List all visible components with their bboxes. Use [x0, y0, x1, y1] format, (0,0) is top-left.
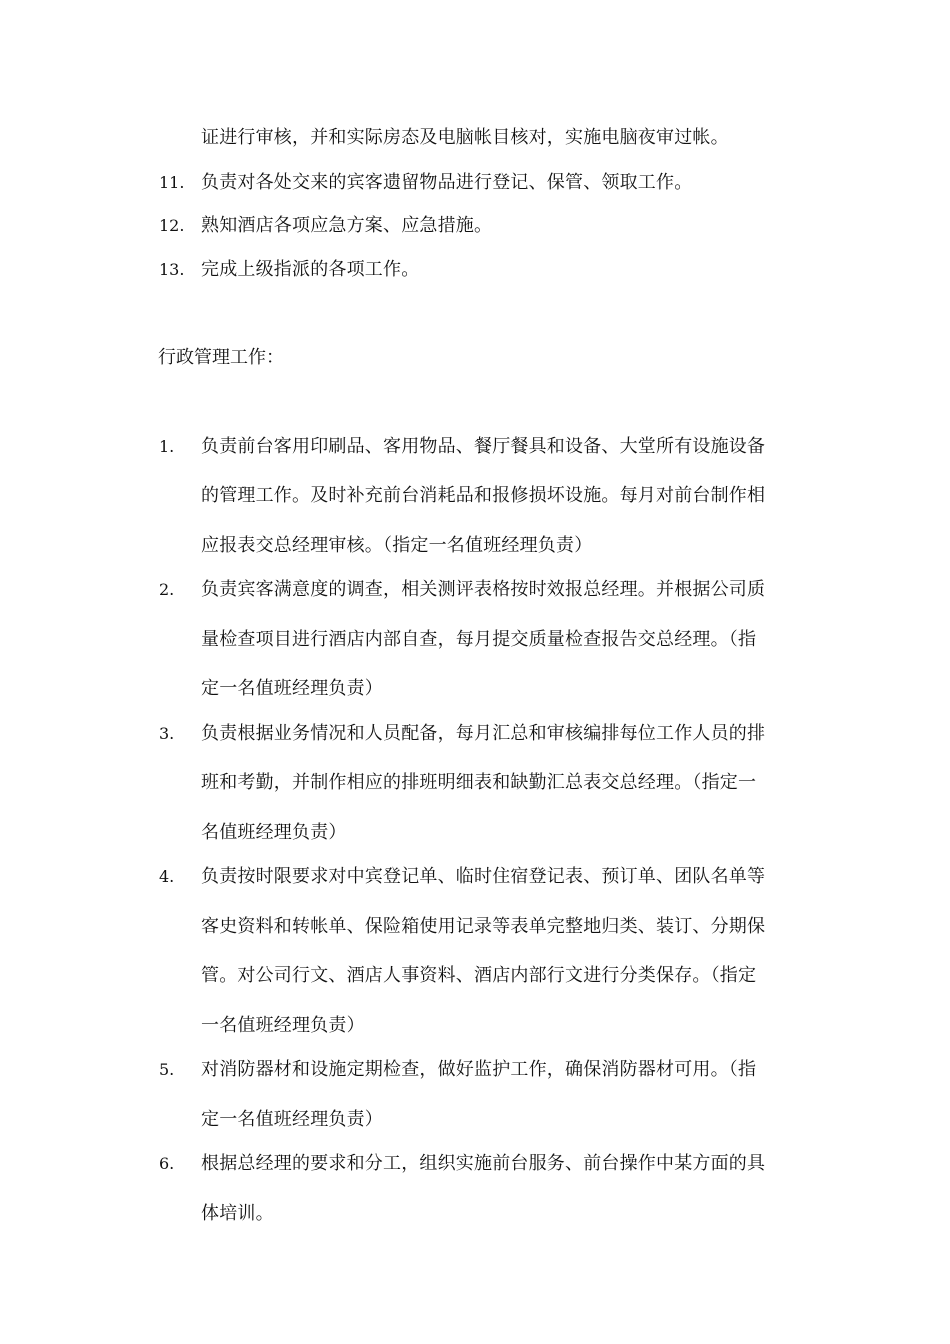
list-item-line: 体培训。 [201, 1203, 274, 1224]
list-item-line: 的管理工作。及时补充前台消耗品和报修损坏设施。每月对前台制作相 [201, 485, 766, 506]
list-item-line: 负责宾客满意度的调查，相关测评表格按时效报总经理。并根据公司质 [201, 579, 766, 600]
list-item-text: 熟知酒店各项应急方案、应急措施。 [201, 215, 493, 236]
list-item-number: 12. [159, 216, 185, 235]
list-item-number: 2. [159, 580, 175, 599]
list-item-line: 管。对公司行文、酒店人事资料、酒店内部行文进行分类保存。（指定 [201, 965, 757, 986]
list-item-number: 1. [159, 437, 175, 456]
list-item-text: 负责对各处交来的宾客遗留物品进行登记、保管、领取工作。 [201, 172, 693, 193]
list-item-number: 11. [159, 173, 185, 192]
list-item-line: 负责按时限要求对中宾登记单、临时住宿登记表、预订单、团队名单等 [201, 866, 766, 887]
list-item-line: 一名值班经理负责） [201, 1015, 365, 1036]
list-item-line: 客史资料和转帐单、保险箱使用记录等表单完整地归类、装订、分期保 [201, 916, 766, 937]
list-item-line: 负责根据业务情况和人员配备，每月汇总和审核编排每位工作人员的排 [201, 723, 766, 744]
continuation-text: 证进行审核，并和实际房态及电脑帐目核对，实施电脑夜审过帐。 [201, 127, 729, 148]
list-item-line: 班和考勤，并制作相应的排班明细表和缺勤汇总表交总经理。（指定一 [201, 772, 757, 793]
list-item-text: 完成上级指派的各项工作。 [201, 259, 420, 280]
list-item-line: 应报表交总经理审核。（指定一名值班经理负责） [201, 535, 593, 556]
list-item-number: 13. [159, 260, 185, 279]
list-item-number: 3. [159, 724, 175, 743]
list-item-number: 4. [159, 867, 175, 886]
list-item-line: 定一名值班经理负责） [201, 1109, 383, 1130]
list-item-number: 6. [159, 1154, 175, 1173]
list-item-number: 5. [159, 1060, 175, 1079]
list-item-line: 定一名值班经理负责） [201, 678, 383, 699]
list-item-line: 量检查项目进行酒店内部自查，每月提交质量检查报告交总经理。（指 [201, 629, 757, 650]
section-title: 行政管理工作： [158, 347, 284, 368]
list-item-line: 名值班经理负责） [201, 822, 347, 843]
list-item-line: 根据总经理的要求和分工，组织实施前台服务、前台操作中某方面的具 [201, 1153, 766, 1174]
list-item-line: 负责前台客用印刷品、客用物品、餐厅餐具和设备、大堂所有设施设备 [201, 436, 766, 457]
list-item-line: 对消防器材和设施定期检查，做好监护工作，确保消防器材可用。（指 [201, 1059, 757, 1080]
